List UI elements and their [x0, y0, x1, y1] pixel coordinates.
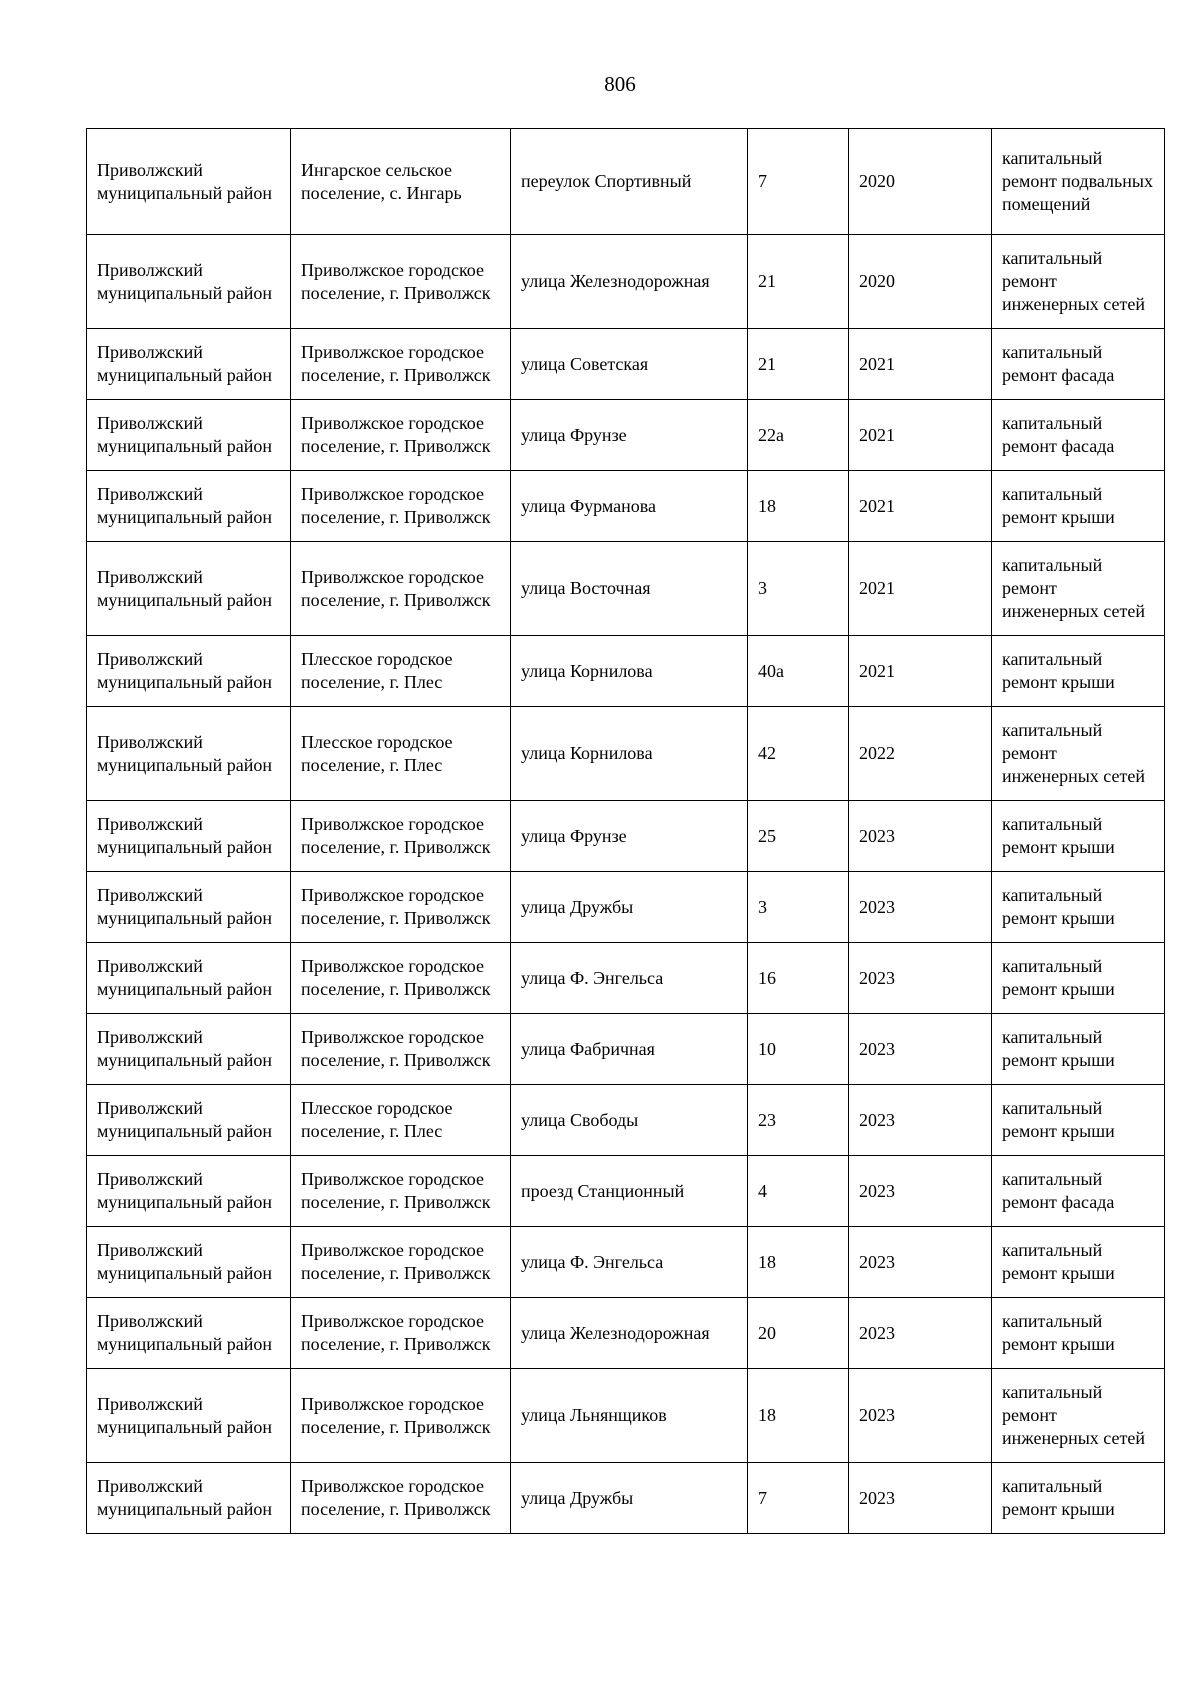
district-cell: Приволжский муниципальный район: [87, 1156, 291, 1227]
house-number-cell: 7: [748, 1463, 849, 1534]
house-number-cell: 18: [748, 1227, 849, 1298]
street-cell: улица Свободы: [511, 1085, 748, 1156]
work-type-cell: капитальный ремонт крыши: [992, 943, 1165, 1014]
street-cell: улица Фабричная: [511, 1014, 748, 1085]
work-type-cell: капитальный ремонт крыши: [992, 1085, 1165, 1156]
district-cell: Приволжский муниципальный район: [87, 1463, 291, 1534]
settlement-cell: Приволжское городское поселение, г. Приволжск: [291, 1369, 511, 1463]
year-cell: 2021: [849, 471, 992, 542]
district-cell: Приволжский муниципальный район: [87, 1298, 291, 1369]
settlement-cell: Приволжское городское поселение, г. Приволжск: [291, 471, 511, 542]
year-cell: 2023: [849, 1369, 992, 1463]
settlement-cell: Приволжское городское поселение, г. Приволжск: [291, 801, 511, 872]
year-cell: 2021: [849, 329, 992, 400]
street-cell: улица Корнилова: [511, 636, 748, 707]
street-cell: улица Дружбы: [511, 1463, 748, 1534]
year-cell: 2021: [849, 636, 992, 707]
year-cell: 2023: [849, 1156, 992, 1227]
work-type-cell: капитальный ремонт крыши: [992, 1463, 1165, 1534]
settlement-cell: Приволжское городское поселение, г. Приволжск: [291, 872, 511, 943]
district-cell: Приволжский муниципальный район: [87, 471, 291, 542]
repair-schedule-table: [86, 128, 1165, 1534]
house-number-cell: 4: [748, 1156, 849, 1227]
house-number-cell: 16: [748, 943, 849, 1014]
street-cell: улица Железнодорожная: [511, 1298, 748, 1369]
district-cell: Приволжский муниципальный район: [87, 636, 291, 707]
house-number-cell: 10: [748, 1014, 849, 1085]
work-type-cell: капитальный ремонт крыши: [992, 872, 1165, 943]
table-row: [87, 235, 1165, 329]
table-row: [87, 400, 1165, 471]
year-cell: 2023: [849, 943, 992, 1014]
table-row: [87, 872, 1165, 943]
settlement-cell: Приволжское городское поселение, г. Приволжск: [291, 235, 511, 329]
street-cell: улица Фурманова: [511, 471, 748, 542]
house-number-cell: 25: [748, 801, 849, 872]
work-type-cell: капитальный ремонт фасада: [992, 329, 1165, 400]
district-cell: Приволжский муниципальный район: [87, 872, 291, 943]
settlement-cell: Плесское городское поселение, г. Плес: [291, 1085, 511, 1156]
table-row: [87, 801, 1165, 872]
table-row: [87, 1227, 1165, 1298]
settlement-cell: Плесское городское поселение, г. Плес: [291, 636, 511, 707]
work-type-cell: капитальный ремонт крыши: [992, 636, 1165, 707]
house-number-cell: 3: [748, 872, 849, 943]
district-cell: Приволжский муниципальный район: [87, 801, 291, 872]
district-cell: Приволжский муниципальный район: [87, 943, 291, 1014]
district-cell: Приволжский муниципальный район: [87, 707, 291, 801]
table-row: [87, 1369, 1165, 1463]
street-cell: улица Фрунзе: [511, 801, 748, 872]
year-cell: 2020: [849, 235, 992, 329]
district-cell: Приволжский муниципальный район: [87, 235, 291, 329]
settlement-cell: Приволжское городское поселение, г. Приволжск: [291, 400, 511, 471]
house-number-cell: 40а: [748, 636, 849, 707]
year-cell: 2023: [849, 1298, 992, 1369]
street-cell: улица Ф. Энгельса: [511, 943, 748, 1014]
street-cell: улица Дружбы: [511, 872, 748, 943]
year-cell: 2021: [849, 400, 992, 471]
district-cell: Приволжский муниципальный район: [87, 329, 291, 400]
work-type-cell: капитальный ремонт крыши: [992, 1014, 1165, 1085]
street-cell: улица Ф. Энгельса: [511, 1227, 748, 1298]
district-cell: Приволжский муниципальный район: [87, 129, 291, 235]
district-cell: Приволжский муниципальный район: [87, 400, 291, 471]
work-type-cell: капитальный ремонт инженерных сетей: [992, 1369, 1165, 1463]
district-cell: Приволжский муниципальный район: [87, 1014, 291, 1085]
work-type-cell: капитальный ремонт инженерных сетей: [992, 707, 1165, 801]
year-cell: 2023: [849, 1085, 992, 1156]
street-cell: улица Советская: [511, 329, 748, 400]
year-cell: 2023: [849, 1014, 992, 1085]
house-number-cell: 22а: [748, 400, 849, 471]
settlement-cell: Приволжское городское поселение, г. Приволжск: [291, 1227, 511, 1298]
settlement-cell: Приволжское городское поселение, г. Приволжск: [291, 329, 511, 400]
year-cell: 2023: [849, 801, 992, 872]
house-number-cell: 7: [748, 129, 849, 235]
table-row: [87, 129, 1165, 235]
table-row: [87, 1463, 1165, 1534]
house-number-cell: 42: [748, 707, 849, 801]
street-cell: улица Фрунзе: [511, 400, 748, 471]
year-cell: 2023: [849, 872, 992, 943]
table-row: [87, 542, 1165, 636]
work-type-cell: капитальный ремонт инженерных сетей: [992, 235, 1165, 329]
year-cell: 2023: [849, 1463, 992, 1534]
house-number-cell: 3: [748, 542, 849, 636]
house-number-cell: 18: [748, 1369, 849, 1463]
work-type-cell: капитальный ремонт инженерных сетей: [992, 542, 1165, 636]
house-number-cell: 18: [748, 471, 849, 542]
district-cell: Приволжский муниципальный район: [87, 542, 291, 636]
house-number-cell: 23: [748, 1085, 849, 1156]
settlement-cell: Приволжское городское поселение, г. Приволжск: [291, 1463, 511, 1534]
district-cell: Приволжский муниципальный район: [87, 1227, 291, 1298]
table-row: [87, 1156, 1165, 1227]
district-cell: Приволжский муниципальный район: [87, 1369, 291, 1463]
house-number-cell: 21: [748, 329, 849, 400]
table-body: [87, 129, 1165, 1534]
street-cell: улица Восточная: [511, 542, 748, 636]
page-number: 806: [604, 72, 636, 96]
work-type-cell: капитальный ремонт подвальных помещений: [992, 129, 1165, 235]
work-type-cell: капитальный ремонт фасада: [992, 1156, 1165, 1227]
settlement-cell: Плесское городское поселение, г. Плес: [291, 707, 511, 801]
year-cell: 2021: [849, 542, 992, 636]
table-row: [87, 1298, 1165, 1369]
table-row: [87, 1014, 1165, 1085]
table-row: [87, 636, 1165, 707]
table-row: [87, 1085, 1165, 1156]
work-type-cell: капитальный ремонт крыши: [992, 1298, 1165, 1369]
settlement-cell: Приволжское городское поселение, г. Приволжск: [291, 943, 511, 1014]
table-row: [87, 943, 1165, 1014]
work-type-cell: капитальный ремонт крыши: [992, 471, 1165, 542]
settlement-cell: Приволжское городское поселение, г. Приволжск: [291, 1298, 511, 1369]
work-type-cell: капитальный ремонт крыши: [992, 1227, 1165, 1298]
year-cell: 2020: [849, 129, 992, 235]
year-cell: 2022: [849, 707, 992, 801]
district-cell: Приволжский муниципальный район: [87, 1085, 291, 1156]
house-number-cell: 20: [748, 1298, 849, 1369]
street-cell: улица Железнодорожная: [511, 235, 748, 329]
work-type-cell: капитальный ремонт крыши: [992, 801, 1165, 872]
settlement-cell: Приволжское городское поселение, г. Приволжск: [291, 542, 511, 636]
street-cell: переулок Спортивный: [511, 129, 748, 235]
house-number-cell: 21: [748, 235, 849, 329]
street-cell: проезд Станционный: [511, 1156, 748, 1227]
work-type-cell: капитальный ремонт фасада: [992, 400, 1165, 471]
settlement-cell: Приволжское городское поселение, г. Приволжск: [291, 1156, 511, 1227]
settlement-cell: Ингарское сельское поселение, с. Ингарь: [291, 129, 511, 235]
table-row: [87, 707, 1165, 801]
street-cell: улица Льнянщиков: [511, 1369, 748, 1463]
table-row: [87, 471, 1165, 542]
year-cell: 2023: [849, 1227, 992, 1298]
street-cell: улица Корнилова: [511, 707, 748, 801]
table-row: [87, 329, 1165, 400]
settlement-cell: Приволжское городское поселение, г. Приволжск: [291, 1014, 511, 1085]
